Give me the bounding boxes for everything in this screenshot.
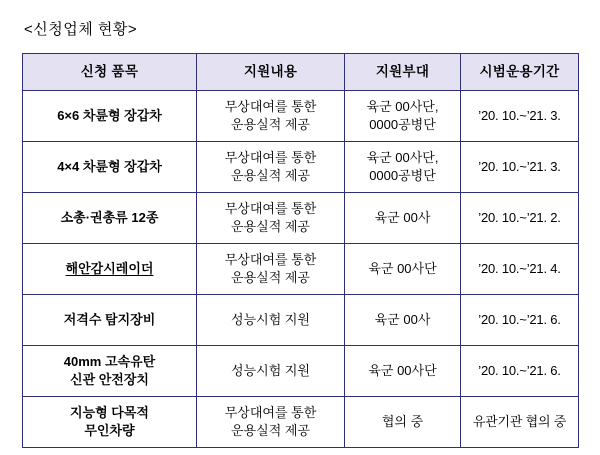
table-row — [23, 244, 579, 295]
cell-support-unit-line: 육군 00사단, — [366, 99, 439, 115]
cell-support-content-line: 운용실적 제공 — [231, 270, 310, 285]
cell-support-unit — [345, 142, 461, 193]
cell-support-content-line: 무상대여를 통한 — [224, 405, 317, 421]
cell-support-content — [197, 91, 345, 142]
cell-item-line: 4×4 차륜형 장갑차 — [57, 159, 162, 175]
cell-support-content-line: 성능시험 지원 — [231, 312, 310, 328]
cell-support-unit — [345, 193, 461, 244]
cell-support-unit-line: 0000공병단 — [369, 168, 436, 183]
table-row — [23, 142, 579, 193]
cell-support-unit — [345, 397, 461, 448]
column-header-unit: 지원부대 — [345, 54, 461, 91]
cell-support-content-line: 운용실적 제공 — [231, 117, 310, 132]
cell-item-line: 지능형 다목적 — [70, 405, 149, 421]
cell-support-content — [197, 346, 345, 397]
cell-support-unit-line: 육군 00사 — [374, 312, 431, 328]
cell-support-content — [197, 295, 345, 346]
cell-support-unit — [345, 295, 461, 346]
column-header-content: 지원내용 — [197, 54, 345, 91]
cell-support-unit-line: 협의 중 — [381, 414, 424, 430]
support-status-table — [22, 53, 579, 448]
cell-support-content-line: 무상대여를 통한 — [224, 201, 317, 217]
cell-support-content-line: 운용실적 제공 — [231, 168, 310, 183]
cell-trial-period: ’20. 10.~’21. 6. — [461, 295, 579, 346]
table-body — [23, 91, 579, 448]
cell-item-line: 6×6 차륜형 장갑차 — [57, 108, 162, 124]
table-row — [23, 91, 579, 142]
cell-support-unit — [345, 346, 461, 397]
table-row — [23, 295, 579, 346]
cell-item — [23, 346, 197, 397]
cell-support-unit-line: 육군 00사단 — [368, 261, 437, 277]
cell-item — [23, 91, 197, 142]
cell-item — [23, 295, 197, 346]
cell-item-line: 소총·권총류 12종 — [60, 210, 159, 226]
cell-item-line: 40mm 고속유탄 — [63, 354, 156, 370]
table-row — [23, 193, 579, 244]
column-header-period: 시범운용기간 — [461, 54, 579, 91]
cell-item — [23, 193, 197, 244]
cell-support-content-line: 운용실적 제공 — [231, 423, 310, 438]
cell-trial-period: ’20. 10.~’21. 2. — [461, 193, 579, 244]
cell-support-content-line: 무상대여를 통한 — [224, 99, 317, 115]
cell-trial-period: ’20. 10.~’21. 3. — [461, 142, 579, 193]
cell-item-line: 해안감시레이더 — [65, 261, 154, 277]
cell-trial-period: ’20. 10.~’21. 4. — [461, 244, 579, 295]
cell-support-unit-line: 0000공병단 — [369, 117, 436, 132]
page-title: <신청업체 현황> — [24, 21, 138, 38]
cell-support-unit — [345, 91, 461, 142]
cell-item — [23, 397, 197, 448]
cell-support-content — [197, 397, 345, 448]
table-header-row — [23, 54, 579, 91]
cell-support-content — [197, 193, 345, 244]
cell-support-unit-line: 육군 00사단 — [368, 363, 437, 379]
cell-item — [23, 244, 197, 295]
cell-item-line: 저격수 탐지장비 — [63, 312, 156, 328]
cell-support-content-line: 성능시험 지원 — [231, 363, 310, 379]
column-header-item: 신청 품목 — [23, 54, 197, 91]
cell-trial-period: ’20. 10.~’21. 3. — [461, 91, 579, 142]
cell-support-content — [197, 142, 345, 193]
cell-support-unit — [345, 244, 461, 295]
cell-support-content — [197, 244, 345, 295]
cell-support-unit-line: 육군 00사 — [374, 210, 431, 226]
table-header — [23, 54, 579, 91]
cell-trial-period: ’20. 10.~’21. 6. — [461, 346, 579, 397]
cell-item-line: 신관 안전장치 — [70, 372, 149, 387]
cell-support-content-line: 무상대여를 통한 — [224, 150, 317, 166]
cell-support-unit-line: 육군 00사단, — [366, 150, 439, 166]
cell-support-content-line: 운용실적 제공 — [231, 219, 310, 234]
table-row — [23, 346, 579, 397]
cell-item — [23, 142, 197, 193]
cell-item-line: 무인차량 — [84, 423, 135, 438]
cell-trial-period: 유관기관 협의 중 — [461, 397, 579, 448]
table-row — [23, 397, 579, 448]
cell-support-content-line: 무상대여를 통한 — [224, 252, 317, 268]
